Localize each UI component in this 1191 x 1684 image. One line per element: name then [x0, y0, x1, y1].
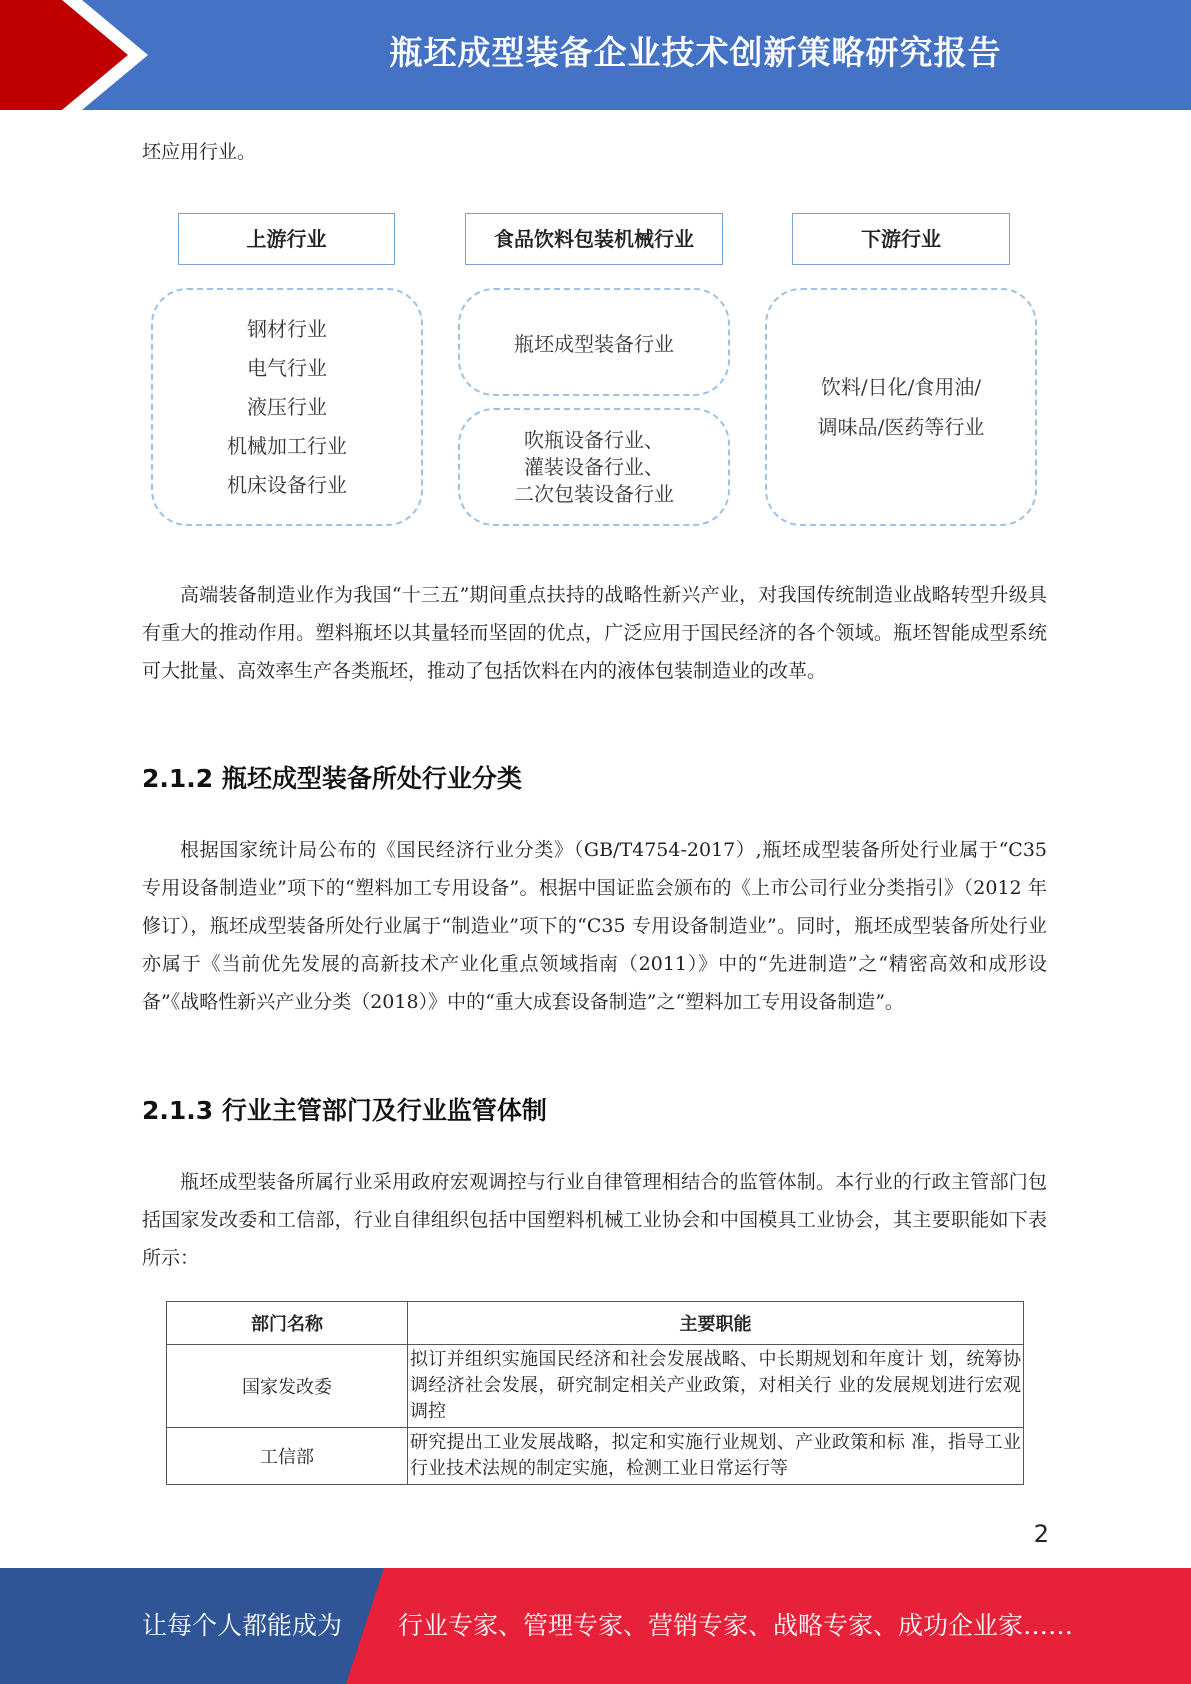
report-title: 瓶坯成型装备企业技术创新策略研究报告 — [389, 33, 1002, 72]
page-number: 2 — [1033, 1520, 1049, 1548]
related-equipment-item: 吹瓶设备行业、 — [524, 427, 664, 452]
downstream-title: 下游行业 — [792, 213, 1010, 265]
department-duty: 研究提出工业发展战略，拟定和实施行业规划、产业政策和标 准，指导工业行业技术法规的制定实施，检测工业日常运行等 — [408, 1428, 1024, 1485]
upstream-item: 机床设备行业 — [227, 472, 347, 497]
paragraph-industry-significance: 高端装备制造业作为我国“十三五”期间重点扶持的战略性新兴产业，对我国传统制造业战略转型升级具有重大的推动作用。塑料瓶坯以其量轻而坚固的优点，广泛应用于国民经济的各个领域。瓶坯智能成型系统可大批量、高效率生产各类瓶坯，推动了包括饮料在内的液体包装制造业的改革。 — [142, 584, 1047, 682]
midstream-title: 食品饮料包装机械行业 — [465, 213, 723, 265]
industry-chain-diagram — [148, 210, 1048, 530]
header-banner — [0, 0, 1191, 110]
department-name: 工信部 — [167, 1428, 408, 1485]
intro-fragment: 坯应用行业。 — [142, 141, 257, 163]
footer-banner — [0, 1568, 1191, 1684]
footer-slogan-right: 行业专家、管理专家、营销专家、战略专家、成功企业家…… — [398, 1611, 1074, 1640]
downstream-item: 饮料/日化/食用油/ — [820, 375, 982, 399]
section-heading-2-1-3: 2.1.3 行业主管部门及行业监管体制 — [142, 1096, 547, 1125]
preform-equipment-box — [458, 288, 730, 396]
department-duties-table — [166, 1301, 1024, 1485]
footer-slogan-left: 让每个人都能成为 — [142, 1611, 343, 1640]
upstream-title: 上游行业 — [178, 213, 395, 265]
upstream-item: 钢材行业 — [247, 316, 327, 341]
downstream-box — [765, 288, 1037, 526]
paragraph-industry-classification: 根据国家统计局公布的《国民经济行业分类》（GB/T4754-2017）,瓶坯成型装备所处行业属于“C35 专用设备制造业”项下的“塑料加工专用设备”。根据中国证监会颁布的《上市公司行业分类指引》（2012 年修订），瓶坯成型装备所处行业属于“制造业”项下的“C35 专用设备制造业”。同时，瓶坯成型装备所处行业亦属于《当前优先发展的高新技术产业化重点领域指南（2011）》中的“先进制造”之“精密高效和成形设备”《战略性新兴产业分类（2018）》中的“重大成套设备制造”之“塑料加工专用设备制造”。 — [142, 839, 1047, 1013]
section-heading-2-1-2: 2.1.2 瓶坯成型装备所处行业分类 — [142, 764, 522, 793]
related-equipment-box — [458, 408, 730, 526]
related-equipment-item: 灌装设备行业、 — [524, 454, 664, 479]
upstream-box — [151, 288, 423, 526]
preform-equipment-label: 瓶坯成型装备行业 — [514, 331, 674, 356]
table-row — [167, 1428, 1024, 1485]
table-header-department: 部门名称 — [167, 1302, 408, 1345]
department-name: 国家发改委 — [167, 1345, 408, 1428]
downstream-item: 调味品/医药等行业 — [817, 415, 985, 439]
table-header-duties: 主要职能 — [408, 1302, 1024, 1345]
upstream-item: 液压行业 — [247, 394, 327, 419]
paragraph-regulatory-system: 瓶坯成型装备所属行业采用政府宏观调控与行业自律管理相结合的监管体制。本行业的行政主管部门包括国家发改委和工信部，行业自律组织包括中国塑料机械工业协会和中国模具工业协会，其主要职能如下表所示： — [142, 1171, 1047, 1269]
table-header-row — [167, 1302, 1024, 1345]
upstream-item: 电气行业 — [247, 355, 327, 380]
related-equipment-item: 二次包装设备行业 — [514, 481, 674, 506]
table-row — [167, 1345, 1024, 1428]
department-duty: 拟订并组织实施国民经济和社会发展战略、中长期规划和年度计 划，统筹协调经济社会发展，研究制定相关产业政策，对相关行 业的发展规划进行宏观调控 — [408, 1345, 1024, 1428]
upstream-item: 机械加工行业 — [227, 433, 347, 458]
